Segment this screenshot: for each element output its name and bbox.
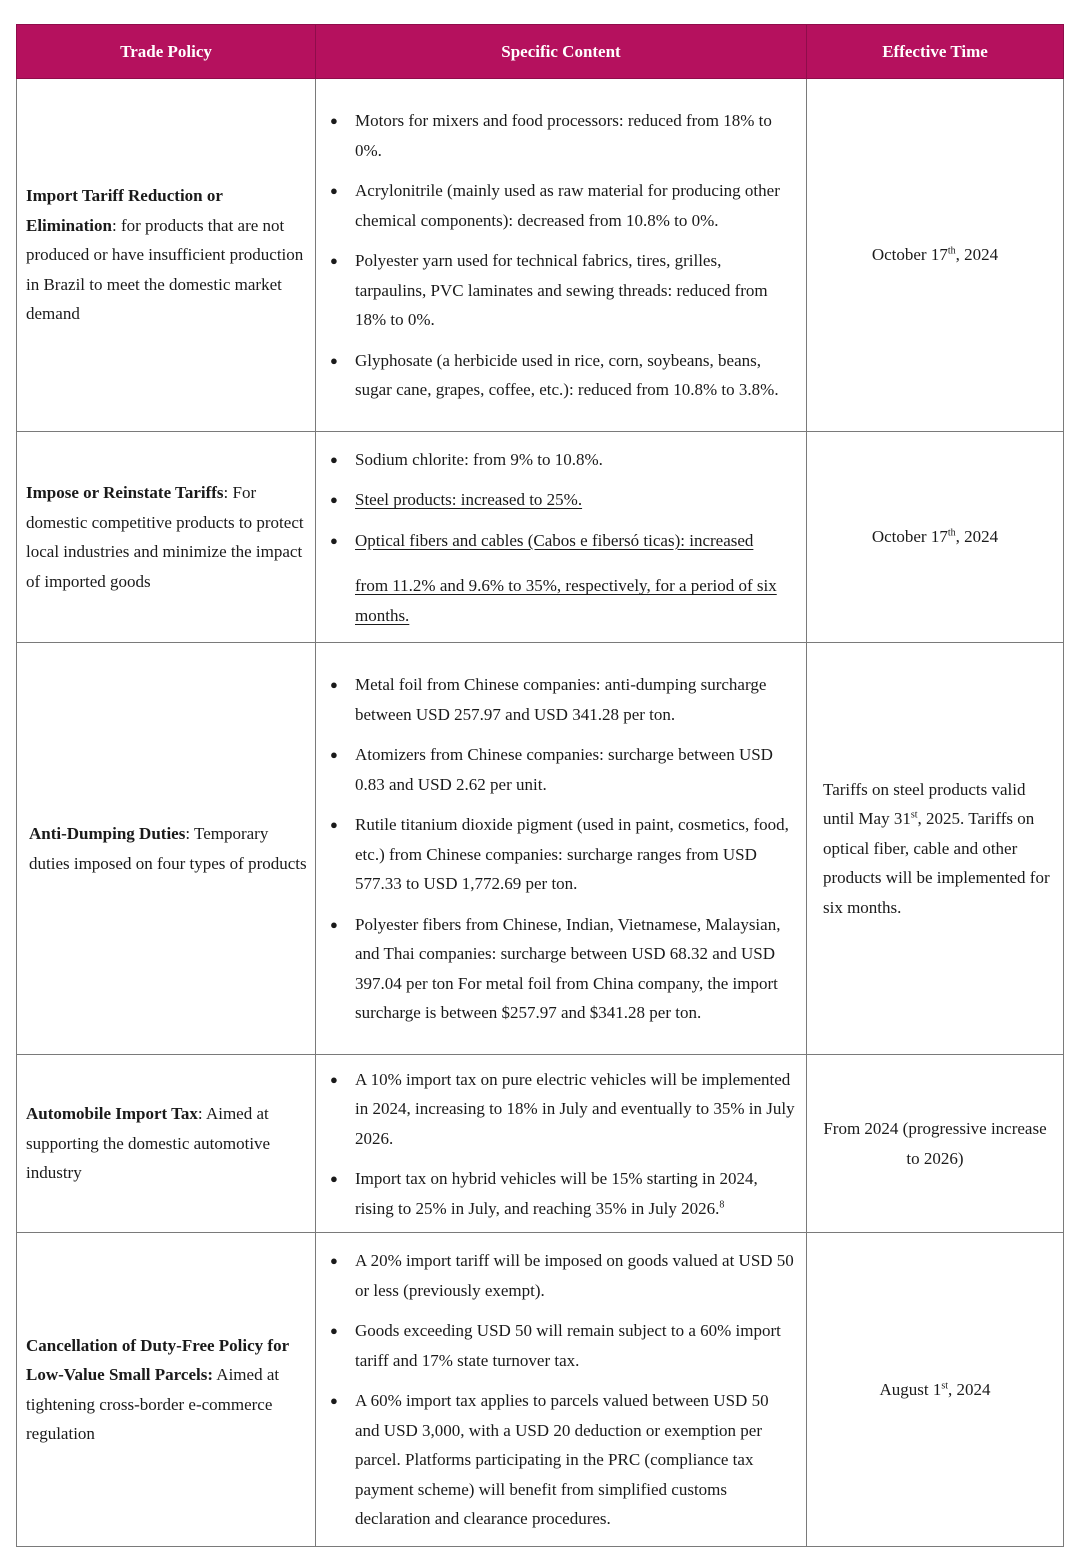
list-item: ● A 60% import tax applies to parcels valued between USD 50 and USD 3,000, with a USD 20 deduction or exemption per parcel. Platforms participating in the PRC (compliance tax payment scheme) will benefit from simplified customs declaration and clearance procedures. <box>326 1386 796 1534</box>
list-item-continuation: from 11.2% and 9.6% to 35%, respectively, for a period of six months. <box>355 576 777 625</box>
policy-description: Aimed at tightening cross-border e-commerce regulation <box>26 1365 280 1443</box>
header-trade-policy: Trade Policy <box>16 24 316 79</box>
bullet-icon: ● <box>330 352 338 368</box>
list-item: ● Acrylonitrile (mainly used as raw material for producing other chemical components): decreased from 10.8% to 0%. <box>326 176 796 235</box>
policy-cell-duty-free-cancellation <box>16 1233 316 1547</box>
bullet-icon: ● <box>330 1393 338 1409</box>
bullet-icon: ● <box>330 916 338 932</box>
list-item: ● A 10% import tax on pure electric vehicles will be implemented in 2024, increasing to 18% in July and eventually to 35% in July 2026. <box>326 1065 796 1154</box>
policy-description: : For domestic competitive products to protect local industries and minimize the impact of imported goods <box>26 483 304 591</box>
bullet-icon: ● <box>330 532 338 548</box>
policy-description: : Aimed at supporting the domestic automotive industry <box>26 1104 271 1183</box>
effective-cell-anti-dumping: Tariffs on steel products valid until May 31st, 2025. Tariffs on optical fiber, cable and other products will be implemented for six months. <box>807 643 1064 1055</box>
trade-policy-table <box>16 24 1064 1547</box>
effective-cell-duty-free-cancellation: August 1st, 2024 <box>807 1233 1064 1547</box>
policy-description: : Temporary duties imposed on four types of products <box>29 824 307 873</box>
footnote-marker: 8 <box>719 1199 725 1211</box>
content-cell-duty-free-cancellation <box>316 1233 807 1547</box>
bullet-icon: ● <box>330 451 338 467</box>
list-item: ● Sodium chlorite: from 9% to 10.8%. <box>326 445 796 475</box>
bullet-icon: ● <box>330 677 338 693</box>
header-effective-time: Effective Time <box>807 24 1064 79</box>
bullet-icon: ● <box>330 1071 338 1087</box>
list-item: ● Polyester yarn used for technical fabrics, tires, grilles, tarpaulins, PVC laminates and sewing threads: reduced from 18% to 0%. <box>326 246 796 335</box>
policy-title: Cancellation of Duty-Free Policy for Low-Value Small Parcels: <box>26 1335 289 1384</box>
policy-cell-anti-dumping <box>16 643 316 1055</box>
policy-cell-tariff-reduction <box>16 79 316 432</box>
list-item: ● Polyester fibers from Chinese, Indian, Vietnamese, Malaysian, and Thai companies: surcharge between USD 68.32 and USD 397.04 per ton For metal foil from China company, the import surcharge is between $257.97 and $341.28 per ton. <box>326 910 796 1028</box>
content-cell-automobile-tax <box>316 1055 807 1233</box>
effective-cell-reinstate-tariffs: October 17th, 2024 <box>807 432 1064 643</box>
list-item: ● Atomizers from Chinese companies: surcharge between USD 0.83 and USD 2.62 per unit. <box>326 740 796 799</box>
list-item: ● Rutile titanium dioxide pigment (used in paint, cosmetics, food, etc.) from Chinese companies: surcharge ranges from USD 577.33 to USD 1,772.69 per ton. <box>326 810 796 899</box>
list-item: ● Optical fibers and cables (Cabos e fibersó ticas): increased <box>326 526 796 556</box>
bullet-icon: ● <box>330 1171 338 1187</box>
policy-title: Anti-Dumping Duties <box>29 824 186 843</box>
content-cell-anti-dumping <box>316 643 807 1055</box>
content-cell-reinstate-tariffs <box>316 432 807 643</box>
effective-cell-automobile-tax: From 2024 (progressive increase to 2026) <box>807 1055 1064 1233</box>
bullet-icon: ● <box>330 253 338 269</box>
list-item: ● Goods exceeding USD 50 will remain subject to a 60% import tariff and 17% state turnover tax. <box>326 1316 796 1375</box>
policy-title: Import Tariff Reduction or Elimination <box>26 186 223 235</box>
policy-cell-automobile-tax <box>16 1055 316 1233</box>
bullet-icon: ● <box>330 113 338 129</box>
bullet-icon: ● <box>330 747 338 763</box>
header-specific-content: Specific Content <box>316 24 807 79</box>
list-item: ● Glyphosate (a herbicide used in rice, corn, soybeans, beans, sugar cane, grapes, coffee, etc.): reduced from 10.8% to 3.8%. <box>326 346 796 405</box>
list-item: ● Import tax on hybrid vehicles will be 15% starting in 2024, rising to 25% in July, and reaching 35% in July 2026.$^8$ <box>326 1164 796 1223</box>
bullet-icon: ● <box>330 1253 338 1269</box>
policy-title: Automobile Import Tax <box>26 1104 198 1124</box>
bullet-icon: ● <box>330 817 338 833</box>
policy-title: Impose or Reinstate Tariffs <box>26 483 224 502</box>
bullet-icon: ● <box>330 492 338 508</box>
policy-cell-reinstate-tariffs <box>16 432 316 643</box>
effective-cell-tariff-reduction: October 17th, 2024 <box>807 79 1064 432</box>
bullet-icon: ● <box>330 1323 338 1339</box>
list-item: ● Steel products: increased to 25%. <box>326 485 796 515</box>
list-item: ● Metal foil from Chinese companies: anti-dumping surcharge between USD 257.97 and USD 341.28 per ton. <box>326 670 796 729</box>
list-item: ● Motors for mixers and food processors: reduced from 18% to 0%. <box>326 106 796 165</box>
list-item: ● A 20% import tariff will be imposed on goods valued at USD 50 or less (previously exempt). <box>326 1246 796 1305</box>
content-cell-tariff-reduction <box>316 79 807 432</box>
bullet-icon: ● <box>330 183 338 199</box>
policy-description: : for products that are not produced or have insufficient production in Brazil to meet the domestic market demand <box>26 215 304 324</box>
